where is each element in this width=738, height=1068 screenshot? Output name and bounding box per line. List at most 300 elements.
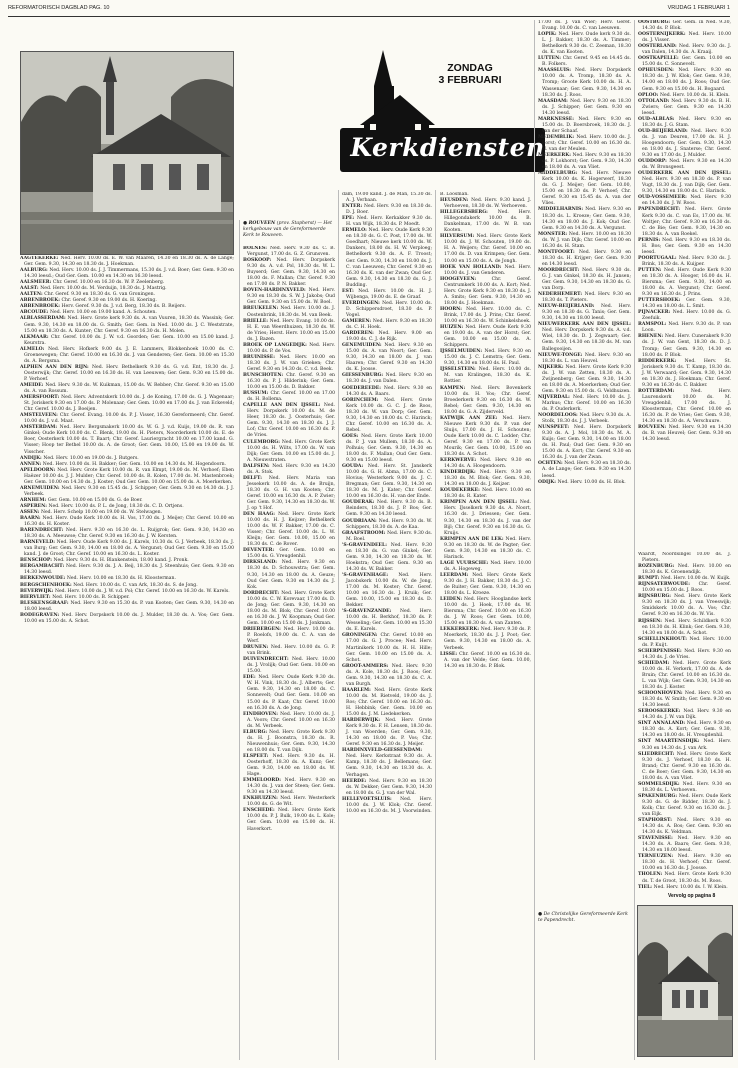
listing-text: Chr. Geref. Evang. 10.00 ds. P. J. Visser, 16.30 Gereformeerd; Chr. Geref. 10.00 ds. J. v.d. Maat. <box>24 413 234 425</box>
listing-town: BUNSCHOTEN: <box>243 372 287 378</box>
listing-town: ROZENBURG: <box>638 564 678 570</box>
listing-entry <box>342 531 432 543</box>
listing-entry <box>638 359 731 389</box>
listing-entry <box>638 872 731 884</box>
listing-town: ENSCHEDE: <box>243 808 278 814</box>
listing-text: Ned. Herv. 9.30 en 14.30 ds. A. Hoogendoorn. <box>444 458 531 470</box>
listing-entry <box>243 464 335 476</box>
listing-entry <box>243 373 335 391</box>
listing-text: Ned. Herv. 9.30 en 18.30 ds. D. Schouwstra; Ger. Gem. 9.30, 14.30 en 18.00 ds. A. Geuze; Oud Ger. Gem. 9.30 en 14.30 ds. J. Kok. <box>247 560 335 590</box>
listing-text: Ned. Herv. 9.30 en 18.30 ds. J. Schipper; Ger. Gem. 9.30 en 14.30 leesd. <box>542 98 631 116</box>
listing-text: Ned. Herv. 10.00 ds. B. Schipper. <box>52 594 130 600</box>
listing-text: Ned. Herv. 9.30 en 15.00 ds. J. C. Lemstra; Ger. Gem. 9.30, 14.30 en 18.00 ds. H. Paul. <box>444 349 531 367</box>
listing-town: BODEGRAVEN: <box>20 612 62 618</box>
listing-entry <box>538 232 631 250</box>
listing-text: Ned. Herv. 9.30 en 16.30 ds. L. Ruijgrok; Ger. Gem. 9.30, 14.30 en 18.30 ds. A. Meeuwse; Chr. Geref. 9.30 en 16.30 ds. J. W. Kersten. <box>24 528 234 540</box>
listing-text: Ned. Herv. Grote Kerk 10.00 ds. M. Rietveld, 19.00 ds. J. Ros; Chr. Geref. 10.00 en 16.30 ds. H. Hebbink; Ger. Gem. 10.00 en 15.00 ds. J. M. Liedekerken. <box>346 687 432 718</box>
listing-entry <box>538 480 631 486</box>
listing-town: DEN HAAG: <box>243 512 279 518</box>
listing-entry <box>243 343 335 355</box>
listing-text: Chr. Geref. 9.30 en 18.30 ds. G. van Groningen. <box>44 292 156 298</box>
listing-town: GOES: <box>342 433 362 439</box>
column-1 <box>20 256 234 1062</box>
listing-entry <box>440 367 531 385</box>
listing-entry <box>20 468 234 486</box>
listing-text: Ned. Herv. Kerkstraat 9.30 ds. A. Kamp, 18.30 ds. J. Bellemans; Ger. Gem. 9.30, 14.30 en 18.30 ds. A. Verhagen. <box>346 754 432 778</box>
listing-entry <box>243 440 335 464</box>
listing-text: Ned. Herv. Oude Kerk 9.30 en 19.00 ds. A. van der Horst; Ger. Gem. 10.00 en 15.00 ds. A. Schippers. <box>444 325 531 349</box>
listing-entry <box>342 664 432 688</box>
listing-entry <box>342 633 432 663</box>
listing-entry <box>243 560 335 590</box>
listing-text: Ned. Herv. 10.00 ds. D. Schippersdroet, 18.30 ds. P. Vogel. <box>346 300 432 318</box>
listing-entry <box>538 461 631 479</box>
listing-town: RIJNSATERWOUDE: <box>638 582 699 588</box>
column-6 <box>638 20 731 550</box>
listing-text: Ned. Herv. 9.30 en 14.30 ds. A. Baars; Ger. Gem. 9.30, 14.30 en 18.00 leesd. <box>642 836 731 854</box>
listing-entry <box>342 319 432 331</box>
listing-text: Ned. Herv. Grote Kerk 9.30 ds. C. van Es, 17.00 ds. W. Woltjer; Chr. Geref. 9.30 en 16.30 ds. C. de Bie; Ger. Gem. 9.30, 14.30 en 18.30 ds. A. van Roekel. <box>642 207 731 237</box>
listing-text: Ned. Herv. Schildkerk 9.30 en 18.30 ds. H. Klink; Ger. Gem. 9.30, 14.30 en 18.00 ds. A. Schot. <box>642 618 731 636</box>
listing-town: PUTTEN: <box>638 267 664 273</box>
listing-entry <box>638 68 731 92</box>
listing-town: HOORN: <box>440 306 467 312</box>
listing-entry <box>638 721 731 739</box>
listing-entry <box>20 601 234 613</box>
listing-town: OUDERKERK AAN DEN IJSSEL: <box>638 171 731 177</box>
listing-text: Ned. Herv. 10.00 ds. J. Borst; Chr. Geref. 10.00 en 16.30 ds. H. van der Meulen. <box>542 134 631 152</box>
listing-text: Ned. Herv. Jacobskerk 10.00 ds. W. de Jong, 17.00 ds. M. Koster; Chr. Geref. 10.00 en 16.30 ds. J. Kruik; Ger. Gem. 10.00, 15.00 en 18.30 ds. D. Bekker. <box>346 572 432 609</box>
listing-entry <box>342 688 432 718</box>
listing-text: Ned. Herv. Grote Kerk 9.30 ds. H. J. Boonstra, 18.30 ds. R. Nieuwenhuis; Ger. Gem. 9.30, 14.30 en 18.00 ds. T. van Dijk. <box>247 729 335 753</box>
listing-entry <box>638 649 731 661</box>
listing-text: Ned. Herv. Dorpskerk 10.00 ds. A. Tromp, 18.30 ds. A. Tromp; Groote Kerk 10.00 ds. H. A. Wassenaar; Ger. Gem. 9.30, 14.30 en 18.30 ds. J. Roos. <box>542 68 631 98</box>
listing-text: Ned. Herv. 9.00 en 19.00 ds. C. J. de Rijk. <box>346 331 432 343</box>
listing-text: Ned. Herv. 9.30 ds. M. Boel. <box>346 530 432 542</box>
listing-entry <box>243 754 335 778</box>
listing-entry <box>638 637 731 649</box>
listing-entry <box>440 198 531 210</box>
listing-entry <box>638 836 731 854</box>
listing-town: GOEDEREEDE: <box>342 385 384 391</box>
listing-town: TERNEUZEN: <box>638 854 678 860</box>
listing-text: Ned. Herv. 9.30 en 15.45 ds. J. Schipper; Ger. Gem. 9.30 en 14.30 ds. J. J. Verbeek. <box>24 485 234 497</box>
listing-town: LUTTEN: <box>538 56 563 62</box>
listing-text: Ned. Herv. 10.00 ds. P. L. de Jong, 18.30 ds. C. D. Ortjens. <box>48 503 184 509</box>
listing-town: GOUDERAK: <box>342 500 378 506</box>
listing-town: NIEUWERKERK AAN DEN IJSSEL: <box>538 322 631 328</box>
listing-text: Ned. Herv. 9.30 ds. P. van Loon. <box>642 322 731 334</box>
listing-entry <box>638 322 731 334</box>
listing-entry <box>638 129 731 159</box>
listing-town: NUNSPEET: <box>538 425 574 431</box>
listing-entry <box>440 561 531 573</box>
listing-entry <box>538 292 631 304</box>
listing-town: SCHELLINKHOUT: <box>638 636 690 642</box>
listing-town: ALKMAAR: <box>20 334 51 340</box>
listing-entry <box>342 373 432 385</box>
listing-entry <box>20 383 234 395</box>
listing-text: Ned. Herv. 9.30 en 18.30 ds. C. H. Hoek. <box>346 318 432 331</box>
listing-entry <box>342 718 432 748</box>
listing-entry <box>243 548 335 560</box>
listing-entry <box>342 343 432 373</box>
listing-text: Ned. Herv. 9.30 en 18.30 ds. H. Krijger; Ger. Gem. 9.30 en 14.30 leesd. <box>542 249 631 267</box>
listing-entry <box>342 216 432 228</box>
listing-text: Ger. Gem. 9.30, 14.30 en 18.00 ds. L. Smit. <box>642 298 731 310</box>
listing-town: AMERSFOORT: <box>20 395 62 401</box>
listing-town: DALFSEN: <box>243 463 273 469</box>
listing-town: POORTUGAAL: <box>638 255 679 261</box>
listing-entry <box>538 135 631 153</box>
listing-text: Ned. Herv. 9.30 ds. G. J. van Ginkel, 18.30 ds. H. Jansen; Ger. Gem. 9.30, 14.30 en 18.30 ds. G. van Dorp. <box>542 267 631 292</box>
listing-text: Ned. Herv. 9.30 en 18.30 ds. P. van Vugt, 18.30 ds. J. van Dijk; Ger. Gem. 9.30, 14.30 en 18.00 ds. C. Harinck. <box>642 177 731 195</box>
listing-entry <box>538 322 631 352</box>
listing-entry <box>638 195 731 207</box>
listing-text: Ned. Herv. 9.30 en 18.30 ds. G. van Ginkel; Ger. Gem. 9.30, 14.30 en 18.30 ds. W. Hoekstra; Oud Ger. Gem. 9.30 en 14.30 ds. W. Bakker. <box>346 542 432 572</box>
listing-entry <box>440 573 531 597</box>
listing-entry <box>342 500 432 518</box>
listing-town: RIJSSEN: <box>638 618 665 624</box>
listing-entry <box>638 334 731 358</box>
listing-entry <box>538 365 631 395</box>
column-rule <box>534 20 535 1060</box>
listing-entry <box>243 403 335 439</box>
listing-town: SLIEDRECHT: <box>638 751 677 757</box>
listing-entry <box>538 32 631 56</box>
column-2 <box>243 246 335 1062</box>
listing-text: Ned. Herv. Grote Kerk 10.00 ds. J. W. Schouten, 19.00 ds. H. A. Weijers; Chr. Geref. 10.00 en 17.00 ds. D. van Krimpen; Ger. Gem. 10.00 en 15.00 ds. A. de Jongh. <box>444 234 531 264</box>
listing-entry <box>243 355 335 373</box>
column-rule <box>239 220 240 1060</box>
listing-text: Ned. Herv. 9.30 en 14.30 ds. J. van der Steen; Ger. Gem. 9.30 en 14.30 leesd. <box>247 778 335 796</box>
listing-text: Ned. Herv. 10.00 ds. M. van Kralingen, 18.30 ds. K. Rottier. <box>444 367 531 385</box>
listing-entry <box>638 619 731 637</box>
listing-town: MONTFOORT: <box>538 249 579 255</box>
listing-entry <box>440 349 531 367</box>
listing-entry <box>538 207 631 231</box>
listing-text: Ned. Herv. Grote Kerk 9.30 ds. J. W. van Zetten, 18.30 ds. A. Zwijnenberg; Ger. Gem. 9.30, 14.30 en 18.00 ds. A. Moerkerken; Oud Ger. Gem. 9.30 en 15.00 ds. G. Veldhuizen. <box>542 364 631 394</box>
listing-town: LOPIK: <box>538 32 559 38</box>
listing-town: PUTTERSHOEK: <box>638 298 687 304</box>
listing-text: Ned. Herv. Grote Kerk 10.00 ds. R. van Elmpt, 19.00 ds. M. Verhoef; Eben Haëzer 10.00 ds. J. J. Mulder; Chr. Geref. 10.00 ds. R. Kolen, 17.00 ds. M. Mastenbroek; Ger. Gem. 10.00 en 14.30 ds. J. Koster; Oud Ger. Gem. 10.00 en 15.00 ds. A. Moerkerken. <box>24 467 234 485</box>
listing-entry <box>638 117 731 129</box>
listing-town: BLESKENSGRAAF: <box>20 600 71 606</box>
listing-town: BROEK OP LANGEDIJK: <box>243 342 310 348</box>
listing-entry <box>342 543 432 573</box>
listing-entry <box>243 712 335 730</box>
listing-town: OUDDORP: <box>638 159 670 165</box>
listing-town: BREUKELEN: <box>243 306 281 312</box>
listing-text: Ned. Herv. 9.30 en 18.30 ds. L. van Heuvel. <box>542 352 631 364</box>
listing-town: EVERDINGEN: <box>342 300 383 306</box>
listing-text: Ned. Herv. 9.30 ds. J. A. Beij, 18.30 ds. J. Steenhuis; Ger. Gem. 9.30 en 14.30 leesd. <box>24 564 234 576</box>
listing-town: GRONINGEN: <box>342 633 381 639</box>
listing-entry <box>243 657 335 675</box>
listing-entry <box>243 319 335 343</box>
column-7 <box>638 552 731 888</box>
listing-entry <box>342 228 432 288</box>
listing-text: 17.00 ds. J. van Wier; Herv. Geref. Evang. 10.00 ds. C. van Leeuwen. <box>538 20 631 32</box>
listing-entry <box>243 476 335 512</box>
listing-text: Ned. Herv. 9.30 en 18.30 ds. S. W. J. Jakobs; Oud Ger. Gem. 9.30 en 15.00 ds. W. Boel. <box>247 288 335 306</box>
listing-text: Ned. Herv. Grote Kerk 10.00 ds. H. Wilts, 17.00 ds. W. van Dijk; Ger. Gem. 10.00 en 15.00 ds. J. A. Nieuwstraten. <box>247 439 335 463</box>
listing-text: Ned. Herv. 9.30 en 18.30 ds. T. Pieters. <box>542 292 631 304</box>
listing-text: Ned. Herv. 9.30 en 14.30 ds. A. Bos; Ger. Gem. 9.30 en 14.30 ds. K. Veldman. <box>642 818 731 836</box>
listing-town: DORDRECHT: <box>243 590 282 596</box>
listing-text: Ned. Herv. 9.30 ds. J. van Dalen, 14.30 ds. A. Kraaij. <box>642 44 731 56</box>
listing-text: Ned. Herv. Oude Kerk 9.00 ds. J. Karels, 10.30 ds. G. J. Verbeek, 18.30 ds. J. van Burg; Ger. Gem. 9.30, 14.00 en 18.00 ds. A. Vergunst; Oud Ger. Gem. 9.30 en 15.00 kand. J. de Groot; Chr. Geref. 10.00 en 16.30 ds. L. Koster. <box>24 540 234 558</box>
listing-text: Ned. Herv. 9.30 en 14.30 ds. A. Baars. <box>346 385 432 397</box>
listing-entry <box>342 609 432 633</box>
listing-entry <box>20 540 234 558</box>
listing-town: BRIELLE: <box>243 318 270 324</box>
listing-entry <box>638 238 731 256</box>
listing-entry <box>538 304 631 322</box>
listing-entry <box>342 204 432 216</box>
listing-town: OOSTERNIJKERK: <box>638 32 689 38</box>
listing-entry <box>440 210 531 234</box>
listing-town: KATWIJK AAN ZEE: <box>440 415 503 421</box>
listing-entry <box>440 597 531 627</box>
listing-town: HILVERSUM: <box>440 234 477 240</box>
caption-papendrecht <box>538 912 631 924</box>
listing-text: Ned. Herv. St. Janskerk 10.00 ds. G. H. Abma, 17.00 ds. C. Hovius; Westerkerk 9.00 ds. J. C. Bregman; Ger. Gem. 9.30, 14.30 en 18.30 ds. M. J. Kater; Chr. Geref. 10.00 en 16.30 ds. H. van der Ende. <box>346 464 432 500</box>
listing-text: Ned. Herv. 9.30 en 18.30 ds. D. J. Boer. <box>346 204 432 216</box>
listing-town: NEDERHEMERT: <box>538 292 585 298</box>
listing-text: Ned. Herv. 10.00 ds. M. Verduijn, 18.30 ds. J. Mastrig. <box>40 286 167 292</box>
listing-text: Ned. Herv. 10.00 ds. J. W. v.d. Pol; Chr. Geref. 10.00 en 16.30 ds. W. Karels. <box>54 588 230 594</box>
listing-entry <box>342 301 432 319</box>
listing-town: MIDDELBURG: <box>538 171 582 177</box>
listing-town: BERGSCHENHOEK: <box>20 582 74 588</box>
listing-town: KRIMPEN AAN DEN IJSSEL: <box>440 500 520 506</box>
listing-text: Chr. Geref. 10.00 en 17.00 ds. H. Bollema. <box>247 391 335 403</box>
listing-entry <box>342 748 432 778</box>
listing-text: Ned. Herv. 9.30 ds. A. Kole, 18.30 ds. J. Roos; Ger. Gem. 9.30, 14.30 en 18.30 ds. C. A. van Burgh. <box>346 663 432 687</box>
listing-text: Ned. Herv. 9.30 ds. W. Schippers, 18.30 ds. A. de Kaa. <box>346 518 432 530</box>
listing-town: HEERDE: <box>342 778 370 784</box>
listing-entry <box>638 691 731 709</box>
listing-text: Ned. Herv. St. Joriskerk 9.30 ds. T. Kamp, 18.30 ds. J. W. Verwaard; Ger. Gem. 9.30, 14.30 en 18.30 ds. J. Hoekman; Chr. Geref. 9.30 en 16.30 ds. C. Bakker. <box>642 358 731 388</box>
listing-town: APELDOORN: <box>20 467 58 473</box>
masthead-line2: 3 FEBRUARI <box>438 74 502 86</box>
listing-town: SCHERPENISSE: <box>638 648 685 654</box>
listing-entry <box>440 537 531 561</box>
listing-town: LAGE VUURSCHE: <box>440 560 491 566</box>
listing-text: Ned. Herv. 10.00 en 19.00 ds. J. Rutgers. <box>43 455 139 461</box>
listing-text: Ned. Herv. 9.30 en 18.30 ds. P. Lokhorst; Ger. Gem. 9.30, 14.30 en 18.00 ds. A. van Vliet. <box>542 153 631 171</box>
listing-town: DRIEBERGEN: <box>243 626 284 632</box>
listing-town: HEUSDEN: <box>440 198 472 204</box>
listing-text: Ned. Herv. 9.30 en 18.30 ds. L. Verhoeven. <box>642 781 731 793</box>
listing-town: ANNEN: <box>20 461 43 467</box>
listing-text: Ned. Herv. Grote Kerk 10.00 ds. P. J. Bulk, 19.00 ds. L. Kole; Ger. Gem. 10.00 en 15.00 ds. H. Haverkort. <box>247 808 335 832</box>
listing-text: Ned. Herv. 9.30 en 15.30 ds. P. van Kooten; Ger. Gem. 9.30, 14.30 en 18.00 leesd. <box>24 600 234 612</box>
masthead-date <box>415 62 525 86</box>
listing-entry <box>440 265 531 277</box>
listing-entry <box>538 395 631 413</box>
listing-text: Ned. Herv. 10.00 ds. E. W. van Maaren, 14.30 en 18.30 ds. A. de Lange; Ger. Gem. 9.30, 14.30 en 18.30 ds. J. Hoekman. <box>24 256 234 268</box>
listing-town: ELBURG: <box>243 729 270 735</box>
listing-text: Ned. Herv. 9.30 en 18.30 ds. A. Kort; Ger. Gem. 9.30, 14.30 en 18.00 ds. H. Vreugdenhil. <box>642 721 731 739</box>
listing-entry <box>538 117 631 135</box>
listing-town: ODIJK: <box>538 479 558 485</box>
listing-town: SOMMELSDIJK: <box>638 781 683 787</box>
listing-town: GIESSENBURG: <box>342 373 386 379</box>
listing-text: Ned. Herv. 10.00 en 18.30 ds. H. Kloosterman. <box>66 576 176 582</box>
listing-entry <box>243 306 335 318</box>
listing-entry <box>638 207 731 237</box>
listing-entry <box>342 398 432 434</box>
listing-town: 'S-GRAVENDEEL: <box>342 542 391 548</box>
listing-town: THOLEN: <box>638 872 665 878</box>
masthead-line1: ZONDAG <box>447 62 493 74</box>
listing-town: DIRKSLAND: <box>243 560 282 566</box>
listing-text: Ned. Herv. 10.00 ds. H. Bakker; Ger. Gem. 10.00 en 14.30 ds. M. Hogendoorn. <box>42 461 226 467</box>
listing-text: Chr. Geref. 10.00 ds. J. W. v.d. Goorden; Ger. Gem. 10.00 en 15.00 kand. J. Keurstra. <box>24 334 234 346</box>
listing-text: Ned. Herv. 9.30 kand. J. Verhoeven, 18.30 ds. W. Verhoeven. <box>444 198 531 210</box>
listing-town: AMEIDE: <box>20 382 46 388</box>
listing-town: RIJNSBURG: <box>638 594 675 600</box>
listing-town: BOSKOOP: <box>243 258 277 264</box>
listing-town: HAARLEM: <box>342 687 375 693</box>
listing-text: Ned. Herv. Grote Kerk 9.30 ds. J. Verhoef, 18.30 ds. H. Brand; Chr. Geref. 9.30 en 16.30 ds. C. de Boer; Ger. Gem. 9.30, 14.30 en 18.00 ds. A. van Vliet. <box>642 751 731 781</box>
listing-town: HOEK VAN HOLLAND: <box>440 264 505 270</box>
listing-entry <box>243 258 335 288</box>
listing-entry <box>638 99 731 117</box>
listing-text: Ned. Herv. 10.00 ds. P. Roelofs, 19.00 ds. C. A. van de Werf. <box>247 626 335 645</box>
listing-entry <box>440 307 531 325</box>
listing-town: AALBURG: <box>20 268 50 274</box>
listing-text: Ned. Herv. Oude Kerk 10.00 ds. H. Vos, 17.00 ds. J. Meijer; Chr. Geref. 10.00 en 16.30 ds. H. Koster. <box>24 516 234 528</box>
listing-text: Ned. Herv. 10.00 ds. J. J. Timmermans, 15.30 ds. J. v.d. Boer; Ger. Gem. 9.30 en 14.30 leesd.; Oud Ger. Gem. 10.00 en 14.30 en 16.30 leesd. <box>24 268 234 280</box>
listing-town: BERKENWOUDE: <box>20 576 67 582</box>
listing-text: Chr. Geref. Centrumkerk 10.00 ds. A. Kort; Ned. Herv. Grote Kerk 9.30 en 18.30 ds. J. A. Smits; Ger. Gem. 9.30, 14.30 en 18.00 ds. J. Hoekman. <box>444 276 531 306</box>
listing-text: B. Loosman. <box>440 192 469 197</box>
listing-text: Ned. Herv. Hooglandse kerk 10.00 ds. J. Hoek, 17.00 ds. W. Biersma; Chr. Geref. 10.00 en 16.30 ds. J. W. Roos; Ger. Gem. 10.00, 15.00 en 18.30 ds. A. van Zanten. <box>444 597 531 627</box>
listing-text: Ned. Herv. 10.00 ds. J. van Genderen. <box>444 264 531 276</box>
listing-town: ABBENBROEK: <box>20 298 62 304</box>
listing-town: AALSMEER: <box>20 280 53 286</box>
listing-entry <box>638 552 731 564</box>
listing-entry <box>20 256 234 268</box>
listing-entry <box>638 389 731 425</box>
listing-entry <box>638 310 731 322</box>
listing-town: NIEUW-BEIJERLAND: <box>538 304 601 310</box>
listing-entry <box>20 486 234 498</box>
listing-text: Waardt, Noordsingel 10.00 ds. J. Pieters. <box>638 552 731 564</box>
listing-entry <box>538 353 631 365</box>
caption-bullet: ● <box>243 221 249 226</box>
listing-text: Ned. Herv. 9.30 en 14.30 ds. J. de Vries. <box>642 648 731 660</box>
listing-entry <box>20 316 234 334</box>
listing-town: OOSTERLAND: <box>638 44 679 50</box>
listing-text: Ned. Herv. 10.00 ds. H. J. Wijbenga, 19.00 ds. E. de Graaf. <box>346 288 432 300</box>
listing-town: EPE: <box>342 216 357 222</box>
listing-town: OPHEUSDEN: <box>638 68 679 74</box>
listing-text: Ned. Herv. Cunerakerk 9.30 ds. J. W. van Gent, 18.30 ds. D. J. Tromp; Ger. Gem. 9.30, 14.30 en 18.00 ds. P. Blok. <box>642 334 731 358</box>
listing-entry <box>538 56 631 68</box>
listing-town: ROUVEEN: <box>638 425 669 431</box>
listing-town: ANDIJK: <box>20 455 44 461</box>
listing-entry <box>638 32 731 44</box>
listing-entry <box>638 594 731 618</box>
listing-entry <box>638 818 731 836</box>
listing-entry <box>440 488 531 500</box>
listing-text: Chr. Geref. 9.45 en 14.45 ds. B. Folkers. <box>542 56 631 68</box>
listing-text: Ned. Herv. 10.00 ds. H. Berkhof, 18.30 ds. P. Wesseling; Ger. Gem. 10.00 en 15.30 ds. E. Karels. <box>346 609 432 633</box>
listing-text: Ned. Herv. Dorpskerk 9.30 ds. A. J. Mol, 18.30 ds. M. A. Kuijs; Ger. Gem. 9.30, 14.00 en 18.00 ds. H. Paul; Oud Ger. Gem. 9.30 en 15.00 ds. A. Kort; Chr. Geref. 9.30 en 16.30 ds. J. van der Zwan. <box>542 425 631 461</box>
listing-town: BIERVLIET: <box>20 594 53 600</box>
listing-entry <box>20 516 234 528</box>
listing-text: Chr. Geref. 10.00 en 17.00 ds. G. J. Procee; Ned. Herv. Martinikerk 10.00 ds. H. H. Hille; Ger. Gem. 10.00 en 15.00 ds. A. Schot. <box>346 633 432 663</box>
listing-town: SPAKENBURG: <box>638 793 679 799</box>
listing-entry <box>440 416 531 458</box>
listing-town: GENEMUIDEN: <box>342 343 385 349</box>
listing-town: MEDEMBLIK: <box>538 134 577 140</box>
listing-entry <box>638 854 731 872</box>
listing-town: EST: <box>342 288 359 294</box>
listing-entry <box>538 268 631 292</box>
listing-town: GROOT-AMMERS: <box>342 663 392 669</box>
listing-town: BAARN: <box>20 516 43 522</box>
listing-text: Ned. Herv. 9.30 en 14.30 ds. A. Stok. <box>247 463 335 475</box>
listing-text: Ned. Herv. 10.00 ds. G. P. van Brink. <box>247 645 335 657</box>
listing-text: Ned. Herv. 9.30 ds. H. Blankenstein, 18.00 kand. J. Pronk. <box>53 558 189 564</box>
header-left: REFORMATORISCH DAGBLAD PAG. 10 <box>8 5 110 11</box>
listing-text: Ger. Gem. 10.00 en 15.00 ds. G. Vreugdenhil. <box>247 548 335 560</box>
listing-entry <box>638 268 731 298</box>
listing-entry <box>638 159 731 171</box>
listing-entry <box>20 365 234 383</box>
listing-town: ALMELO: <box>20 346 49 352</box>
listing-text: Ned. Herv. Dorpskerk 9.30 ds. A. v.d. Wiel, 18.30 ds. D. J. Zegwaart; Ger. Gem. 9.30, 14.30 en 18.30 ds. M. van Ballegooijen. <box>542 328 631 352</box>
listing-entry <box>20 395 234 413</box>
listing-town: EDE: <box>243 675 259 681</box>
listing-town: LEIDEN: <box>440 597 464 603</box>
listing-entry <box>243 246 335 258</box>
listing-entry <box>440 652 531 670</box>
listing-entry <box>538 68 631 98</box>
column-3 <box>342 192 432 1062</box>
listing-text: Chr. Geref. 10.00 en 16.30 ds. W. P. Zeelenberg. <box>52 280 165 286</box>
listing-town: KRIMPEN AAN DE LEK: <box>440 536 506 542</box>
listing-town: RHENEN: <box>638 334 665 340</box>
listing-town: DELFT: <box>243 475 269 481</box>
listing-text: Ned. Herv. 9.30 ds. A. Stolk, 18.30 ds. J. J. Verbeek. <box>542 413 631 425</box>
listing-town: IJSSELSTEIN: <box>440 367 479 373</box>
listing-entry <box>638 794 731 818</box>
listing-text: Ned. Herv. 10.00 ds. J. W. Klein. <box>653 884 728 888</box>
listing-entry <box>638 564 731 576</box>
listing-town: ASPEREN: <box>20 503 49 509</box>
listing-text: Ned. Herv. 10.00 ds. J. Oostenbrink, 18.30 ds. M. van Beek. <box>247 306 335 318</box>
listing-entry <box>20 268 234 280</box>
listing-entry <box>638 20 731 32</box>
listing-town: MONSTER: <box>538 231 569 237</box>
listing-town: EMMELOORD: <box>243 778 285 784</box>
listing-town: HUIZEN: <box>440 325 466 331</box>
listing-town: NOORDELOOS: <box>538 413 580 419</box>
listing-entry <box>243 808 335 832</box>
listing-town: OOSTBURG: <box>638 20 673 25</box>
listing-text: Ned. Herv. 10.00 ds. P. de Vos. <box>247 342 335 354</box>
listing-text: Ned. Herv. 10.00 ds. J. A. Voors; Chr. Geref. 10.00 en 16.30 ds. M. Verbeek. <box>247 711 335 729</box>
listing-town: BERGAMBACHT: <box>20 564 67 570</box>
listing-entry <box>440 470 531 488</box>
listing-entry <box>342 797 432 815</box>
